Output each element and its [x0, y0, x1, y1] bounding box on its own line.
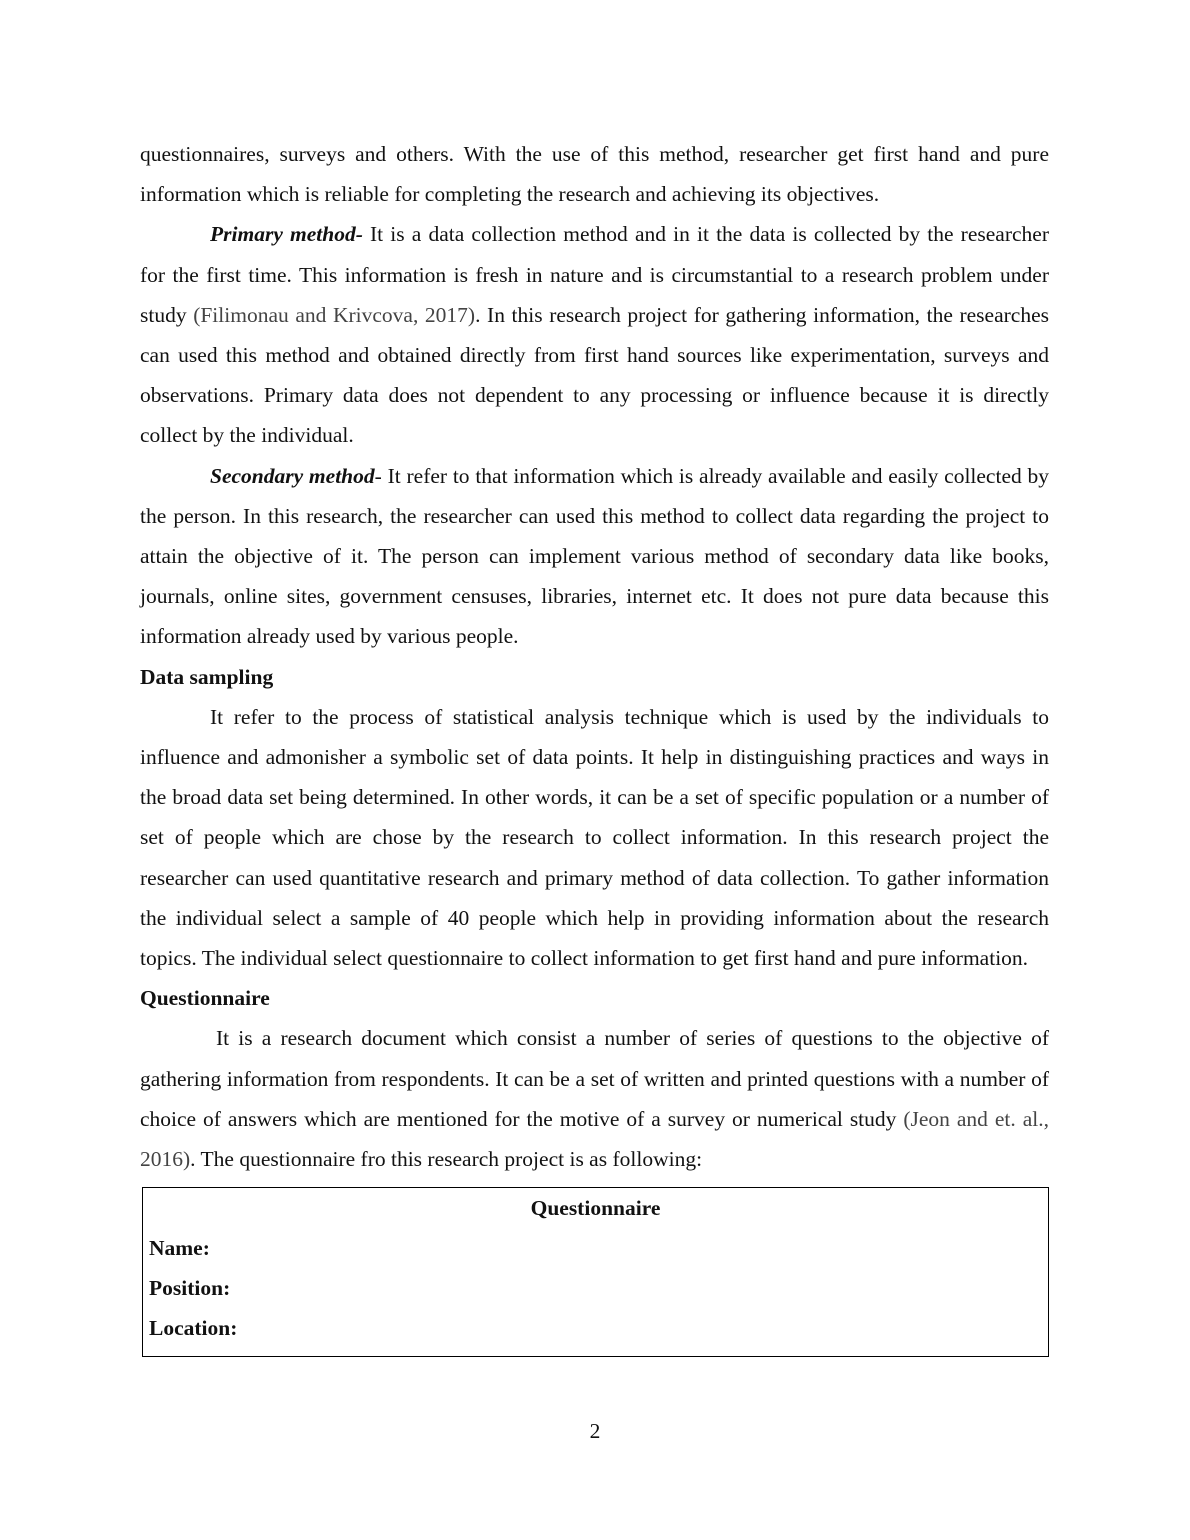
page-number: 2 [589, 1419, 601, 1443]
paragraph-questionnaire: It is a research document which consist a number of series of questions to the objective of gathering information from respondents. It can be a set of written and printed questions with a number of choice of answers which are mentioned for the motive of a survey or numerical study (Jeon and et. al., 2016). The questionnaire fro this research project is as following: [140, 1026, 1049, 1172]
field-position: Position: [149, 1276, 231, 1301]
paragraph-primary-method: Primary method- It is a data collection method and in it the data is collected by the researcher for the first time. This information is fresh in nature and is circumstantial to a research problem under study (Filimonau and Krivcova, 2017). In this research project for gathering information, the researches can used this method and obtained directly from first hand sources like experimentation, surveys and observations. Primary data does not dependent to any processing or influence because it is directly collect by the individual. [140, 222, 1049, 448]
paragraph-secondary-method: Secondary method- It refer to that information which is already available and easily collected by the person. In this research, the researcher can used this method to collect data regarding the project to attain the objective of it. The person can implement various method of secondary data like books, journals, online sites, government censuses, libraries, internet etc. It does not pure data because this information already used by various people. [140, 463, 1050, 649]
paragraph-intro: questionnaires, surveys and others. With the use of this method, researcher get first hand and pure information which is reliable for completing the research and achieving its objectives. [140, 142, 1049, 207]
secondary-method-label: Secondary method [210, 463, 375, 488]
citation: (Jeon and et. al., 2016) [140, 1106, 1049, 1172]
page-content [140, 134, 1049, 1357]
heading-questionnaire: Questionnaire [140, 986, 270, 1011]
paragraph-data-sampling: It refer to the process of statistical analysis technique which is used by the individuals to influence and admonisher a symbolic set of data points. It help in distinguishing practices and ways in the broad data set being determined. In other words, it can be a set of specific population or a number of set of people which are chose by the research to collect information. In this research project the researcher can used quantitative research and primary method of data collection. To gather information the individual select a sample of 40 people which help in providing information about the research topics. The individual select questionnaire to collect information to get first hand and pure information. [140, 704, 1049, 971]
citation: (Filimonau and Krivcova, 2017) [193, 302, 476, 327]
questionnaire-title: Questionnaire [530, 1196, 661, 1221]
heading-data-sampling: Data sampling [140, 664, 274, 689]
field-name: Name: [149, 1236, 210, 1261]
field-location: Location: [149, 1316, 238, 1341]
questionnaire-box [142, 1187, 1049, 1357]
primary-method-label: Primary method [210, 222, 356, 247]
